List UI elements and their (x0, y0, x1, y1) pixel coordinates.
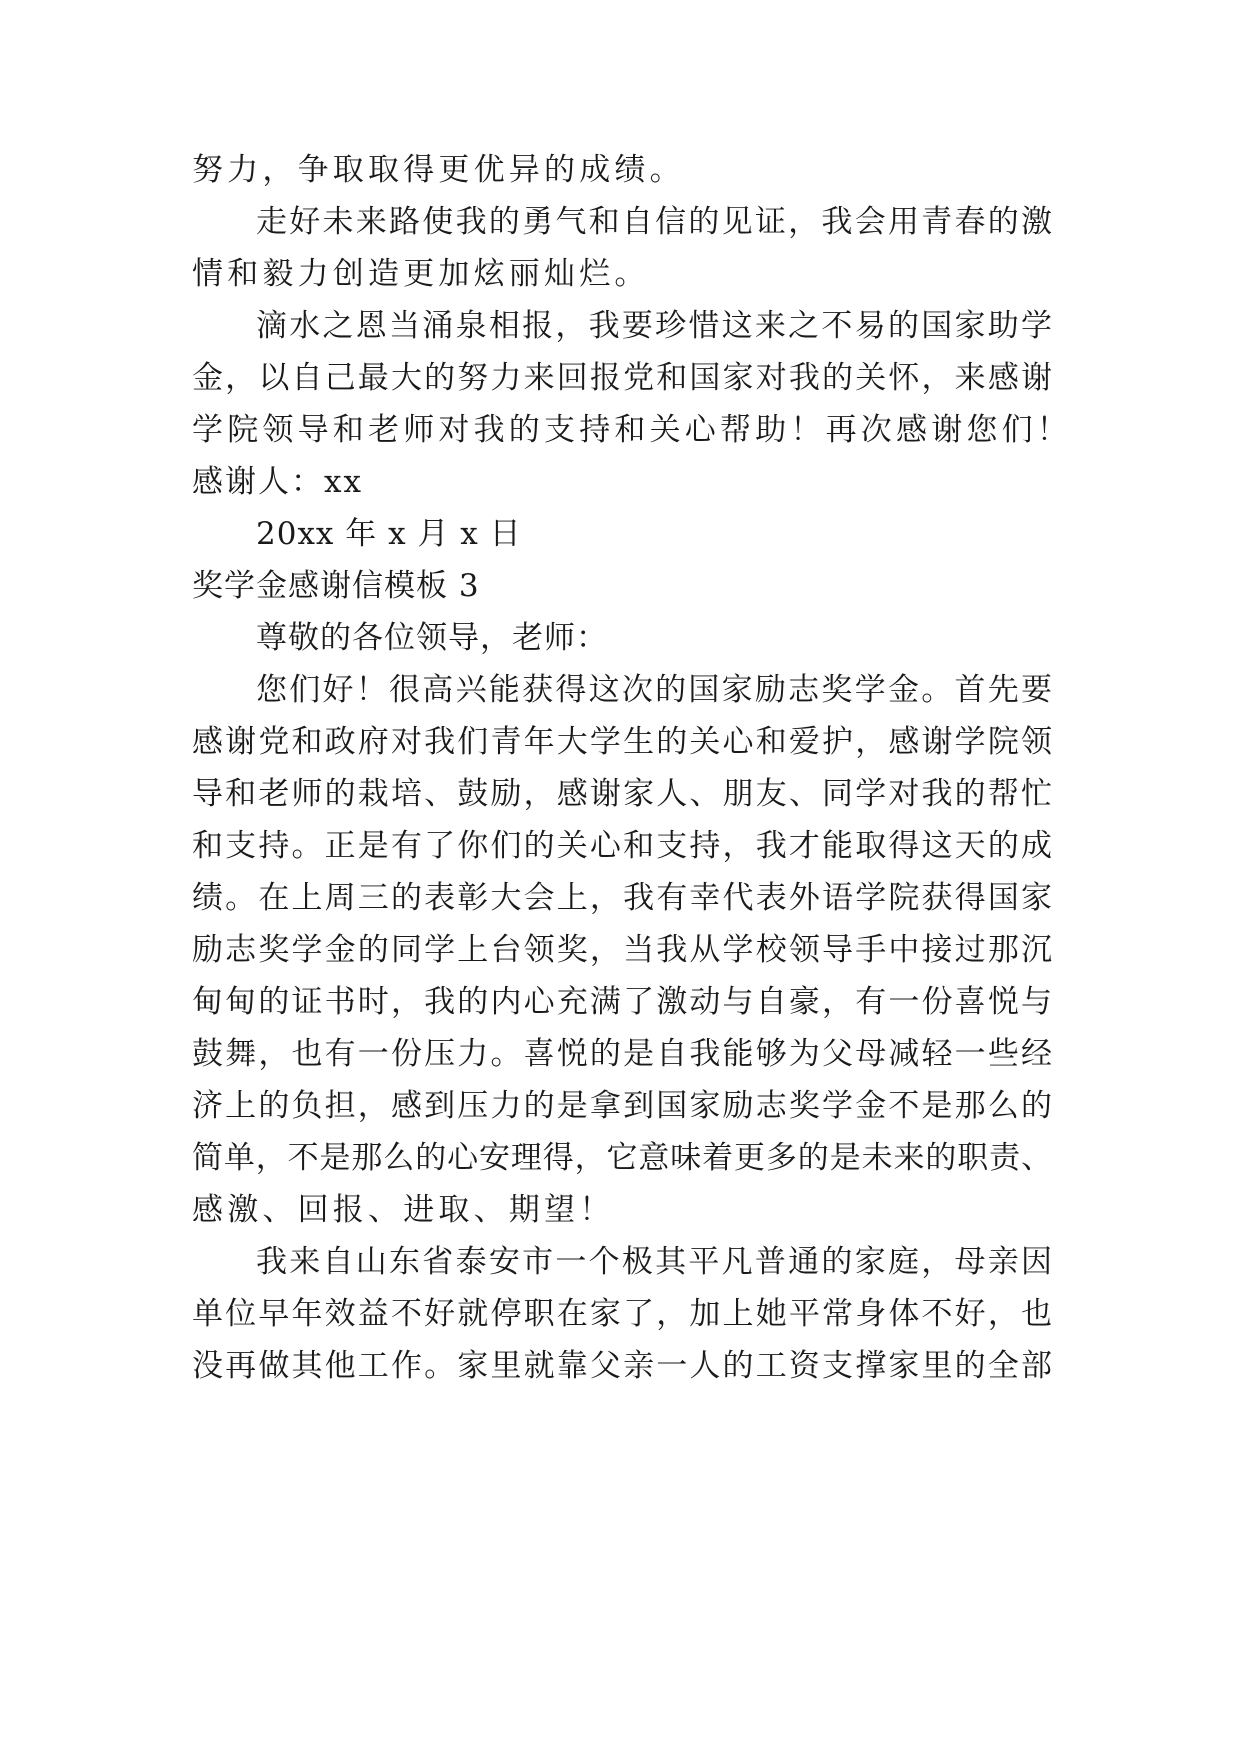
signer-line: 感谢人：xx (192, 464, 363, 500)
paragraph-line: 感谢党和政府对我们青年大学生的关心和爱护，感谢学院领 (192, 724, 1052, 760)
paragraph-line: 济上的负担，感到压力的是拿到国家励志奖学金不是那么的 (192, 1088, 1052, 1124)
salutation: 尊敬的各位领导，老师： (256, 620, 608, 656)
paragraph-line: 滴水之恩当涌泉相报，我要珍惜这来之不易的国家助学 (256, 308, 1052, 344)
paragraph-line: 您们好！很高兴能获得这次的国家励志奖学金。首先要 (256, 672, 1052, 708)
paragraph-line: 鼓舞，也有一份压力。喜悦的是自我能够为父母减轻一些经 (192, 1036, 1052, 1072)
paragraph-line: 没再做其他工作。家里就靠父亲一人的工资支撑家里的全部 (192, 1348, 1052, 1384)
paragraph-line: 感激、回报、进取、期望！ (192, 1192, 615, 1228)
paragraph-line: 学院领导和老师对我的支持和关心帮助！再次感谢您们！ (192, 412, 1072, 448)
paragraph-line: 单位早年效益不好就停职在家了，加上她平常身体不好，也 (192, 1296, 1052, 1332)
paragraph-line: 努力，争取取得更优异的成绩。 (192, 152, 685, 188)
paragraph-line: 绩。在上周三的表彰大会上，我有幸代表外语学院获得国家 (192, 880, 1052, 916)
paragraph-line: 甸甸的证书时，我的内心充满了激动与自豪，有一份喜悦与 (192, 984, 1052, 1020)
paragraph-line: 情和毅力创造更加炫丽灿烂。 (192, 256, 650, 292)
paragraph-line: 金，以自己最大的努力来回报党和国家对我的关怀，来感谢 (192, 360, 1052, 396)
paragraph-line: 简单，不是那么的心安理得，它意味着更多的是未来的职责、 (192, 1140, 1052, 1176)
paragraph-line: 励志奖学金的同学上台领奖，当我从学校领导手中接过那沉 (192, 932, 1052, 968)
section-heading: 奖学金感谢信模板 3 (192, 568, 480, 604)
paragraph-line: 和支持。正是有了你们的关心和支持，我才能取得这天的成 (192, 828, 1052, 864)
paragraph-line: 走好未来路使我的勇气和自信的见证，我会用青春的激 (256, 204, 1052, 240)
paragraph-line: 导和老师的栽培、鼓励，感谢家人、朋友、同学对我的帮忙 (192, 776, 1052, 812)
paragraph-line: 我来自山东省泰安市一个极其平凡普通的家庭，母亲因 (256, 1244, 1052, 1280)
date-line: 20xx 年 x 月 x 日 (256, 516, 522, 552)
